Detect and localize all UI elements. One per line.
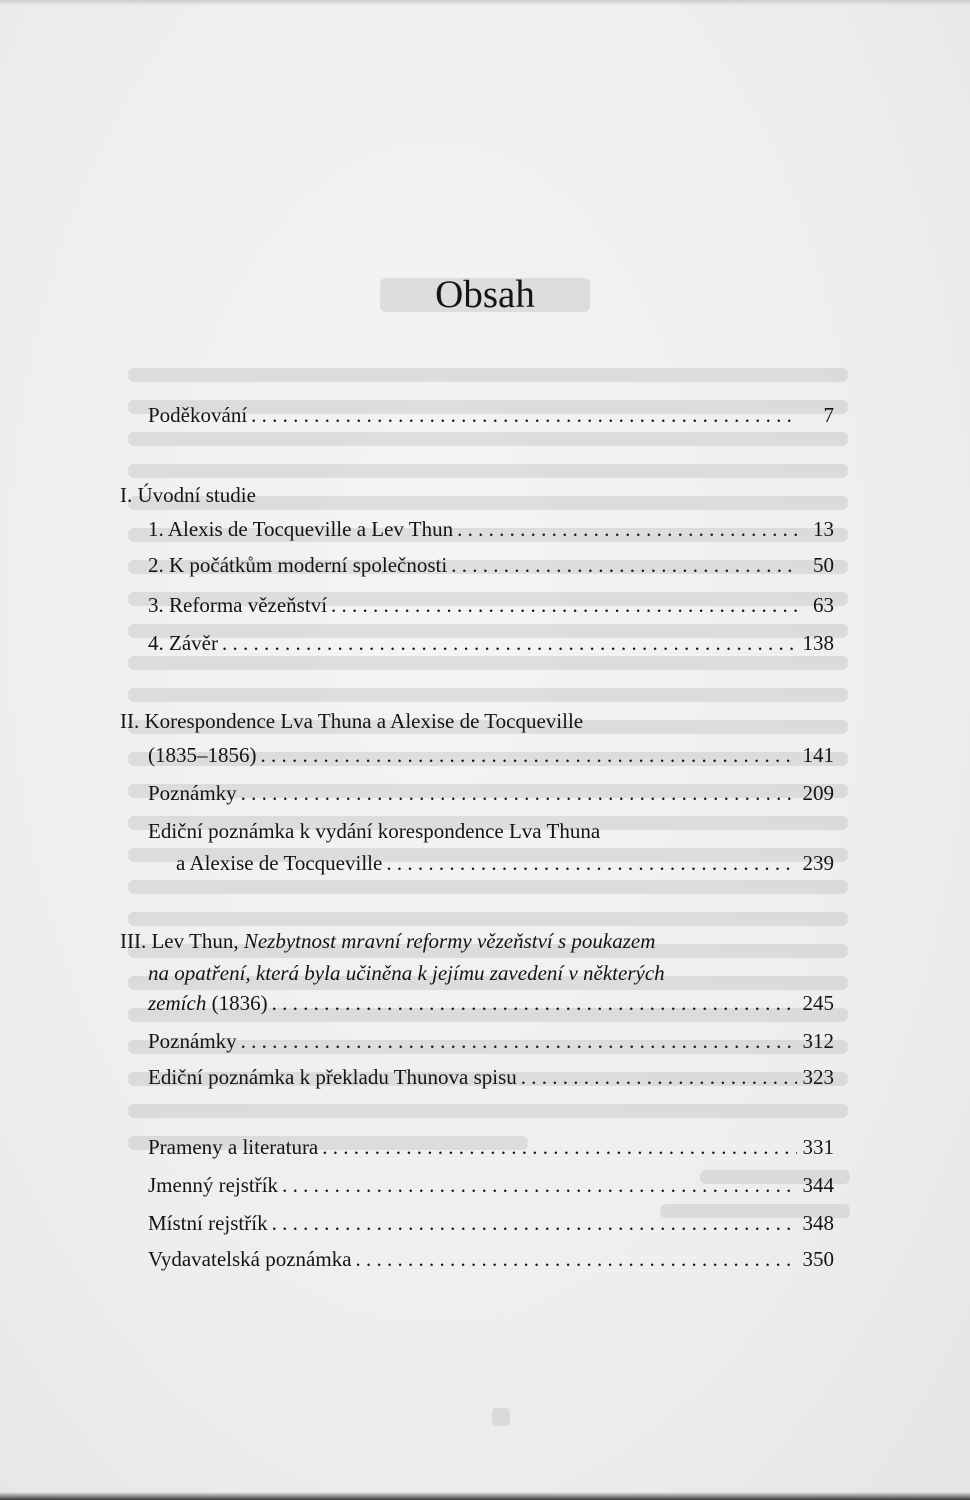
dot-leader (261, 738, 797, 772)
toc-page-number: 209 (802, 781, 834, 805)
toc-page-number: 350 (802, 1247, 834, 1271)
toc-entry-publisher-note[interactable] (148, 1242, 834, 1276)
toc-entry-place-index[interactable] (148, 1206, 834, 1240)
dot-leader (272, 986, 797, 1020)
toc-entry-label: Poznámky (148, 1029, 237, 1053)
dot-leader (457, 512, 798, 546)
dot-leader (272, 1206, 797, 1240)
part-heading-3 (120, 924, 655, 958)
toc-entry-label: Prameny a literatura (148, 1135, 319, 1159)
dot-leader (322, 1130, 796, 1164)
toc-page-number: 331 (802, 1135, 834, 1159)
toc-page-number: 245 (802, 991, 834, 1015)
dot-leader (521, 1060, 797, 1094)
toc-entry-sources[interactable] (148, 1130, 834, 1164)
toc-entry-chapter-2[interactable] (148, 548, 834, 582)
toc-page-number: 344 (802, 1173, 834, 1197)
toc-entry-edition-note[interactable] (176, 846, 834, 880)
toc-entry-chapter-4[interactable] (148, 626, 834, 660)
dot-leader (331, 588, 798, 622)
dot-leader (356, 1242, 797, 1276)
toc-entry-label: Poděkování (148, 403, 248, 427)
toc-page-number: 7 (823, 403, 834, 427)
toc-entry-label: a Alexise de Tocqueville (176, 851, 383, 875)
toc-entry-label: Jmenný rejstřík (148, 1173, 279, 1197)
toc-entry-edition-note-line1: Ediční poznámka k vydání korespondence Lva Thuna (148, 819, 601, 843)
scan-edge-bottom (0, 1492, 970, 1500)
toc-entry-chapter-3[interactable] (148, 588, 834, 622)
toc-page-number: 63 (813, 593, 834, 617)
part3-title-italic-2: na opatření, která byla učiněna k jejímu zavedení v některých (148, 961, 665, 985)
toc-page-number: 50 (813, 553, 834, 577)
toc-entry-chapter-1[interactable] (148, 512, 834, 546)
toc-entry-label: Ediční poznámka k překladu Thunova spisu (148, 1065, 517, 1089)
toc-entry-label: Místní rejstřík (148, 1211, 268, 1235)
dot-leader (241, 1024, 797, 1058)
toc-page-number: 312 (802, 1029, 834, 1053)
dot-leader (282, 1168, 796, 1202)
toc-entry-label (148, 986, 268, 1020)
part-heading-2: II. Korespondence Lva Thuna a Alexise de Tocqueville (120, 709, 584, 733)
toc-entry-label: 3. Reforma vězeňství (148, 593, 328, 617)
toc-page-number: 348 (802, 1211, 834, 1235)
toc-entry-label: Vydavatelská poznámka (148, 1247, 352, 1271)
toc-entry-translation-note[interactable] (148, 1060, 834, 1094)
toc-page-number: 323 (802, 1065, 834, 1089)
toc-entry-label: 2. K počátkům moderní společnosti (148, 553, 448, 577)
toc-entry-podekovani[interactable] (148, 398, 834, 432)
toc-entry-label: 4. Závěr (148, 631, 218, 655)
part3-title-italic-3: zemích (148, 991, 207, 1015)
toc-entry-part3-notes[interactable] (148, 1024, 834, 1058)
dot-leader (241, 776, 797, 810)
part3-title-italic-1: Nezbytnost mravní reformy vězeňství s poukazem (243, 929, 656, 953)
dot-leader (451, 548, 798, 582)
toc-entry-label: (1835–1856) (148, 743, 257, 767)
part3-suffix: (1836) (206, 991, 268, 1015)
toc-entry-name-index[interactable] (148, 1168, 834, 1202)
dot-leader (251, 398, 798, 432)
toc-entry-part2-notes[interactable] (148, 776, 834, 810)
toc-page-number: 239 (802, 851, 834, 875)
dot-leader (222, 626, 797, 660)
toc-page-number: 141 (802, 743, 834, 767)
part-heading-3-line2 (148, 956, 665, 990)
dot-leader (386, 846, 796, 880)
toc-page-number: 138 (802, 631, 834, 655)
page-title: Obsah (435, 273, 535, 316)
toc-entry-part3-title[interactable] (148, 986, 834, 1020)
toc-entry-correspondence-years[interactable] (148, 738, 834, 772)
toc-entry-label: Poznámky (148, 781, 237, 805)
toc-entry-label: 1. Alexis de Tocqueville a Lev Thun (148, 517, 454, 541)
part3-prefix: III. Lev Thun, (120, 929, 244, 953)
part-heading-1: I. Úvodní studie (120, 483, 256, 507)
toc-page-number: 13 (813, 517, 834, 541)
